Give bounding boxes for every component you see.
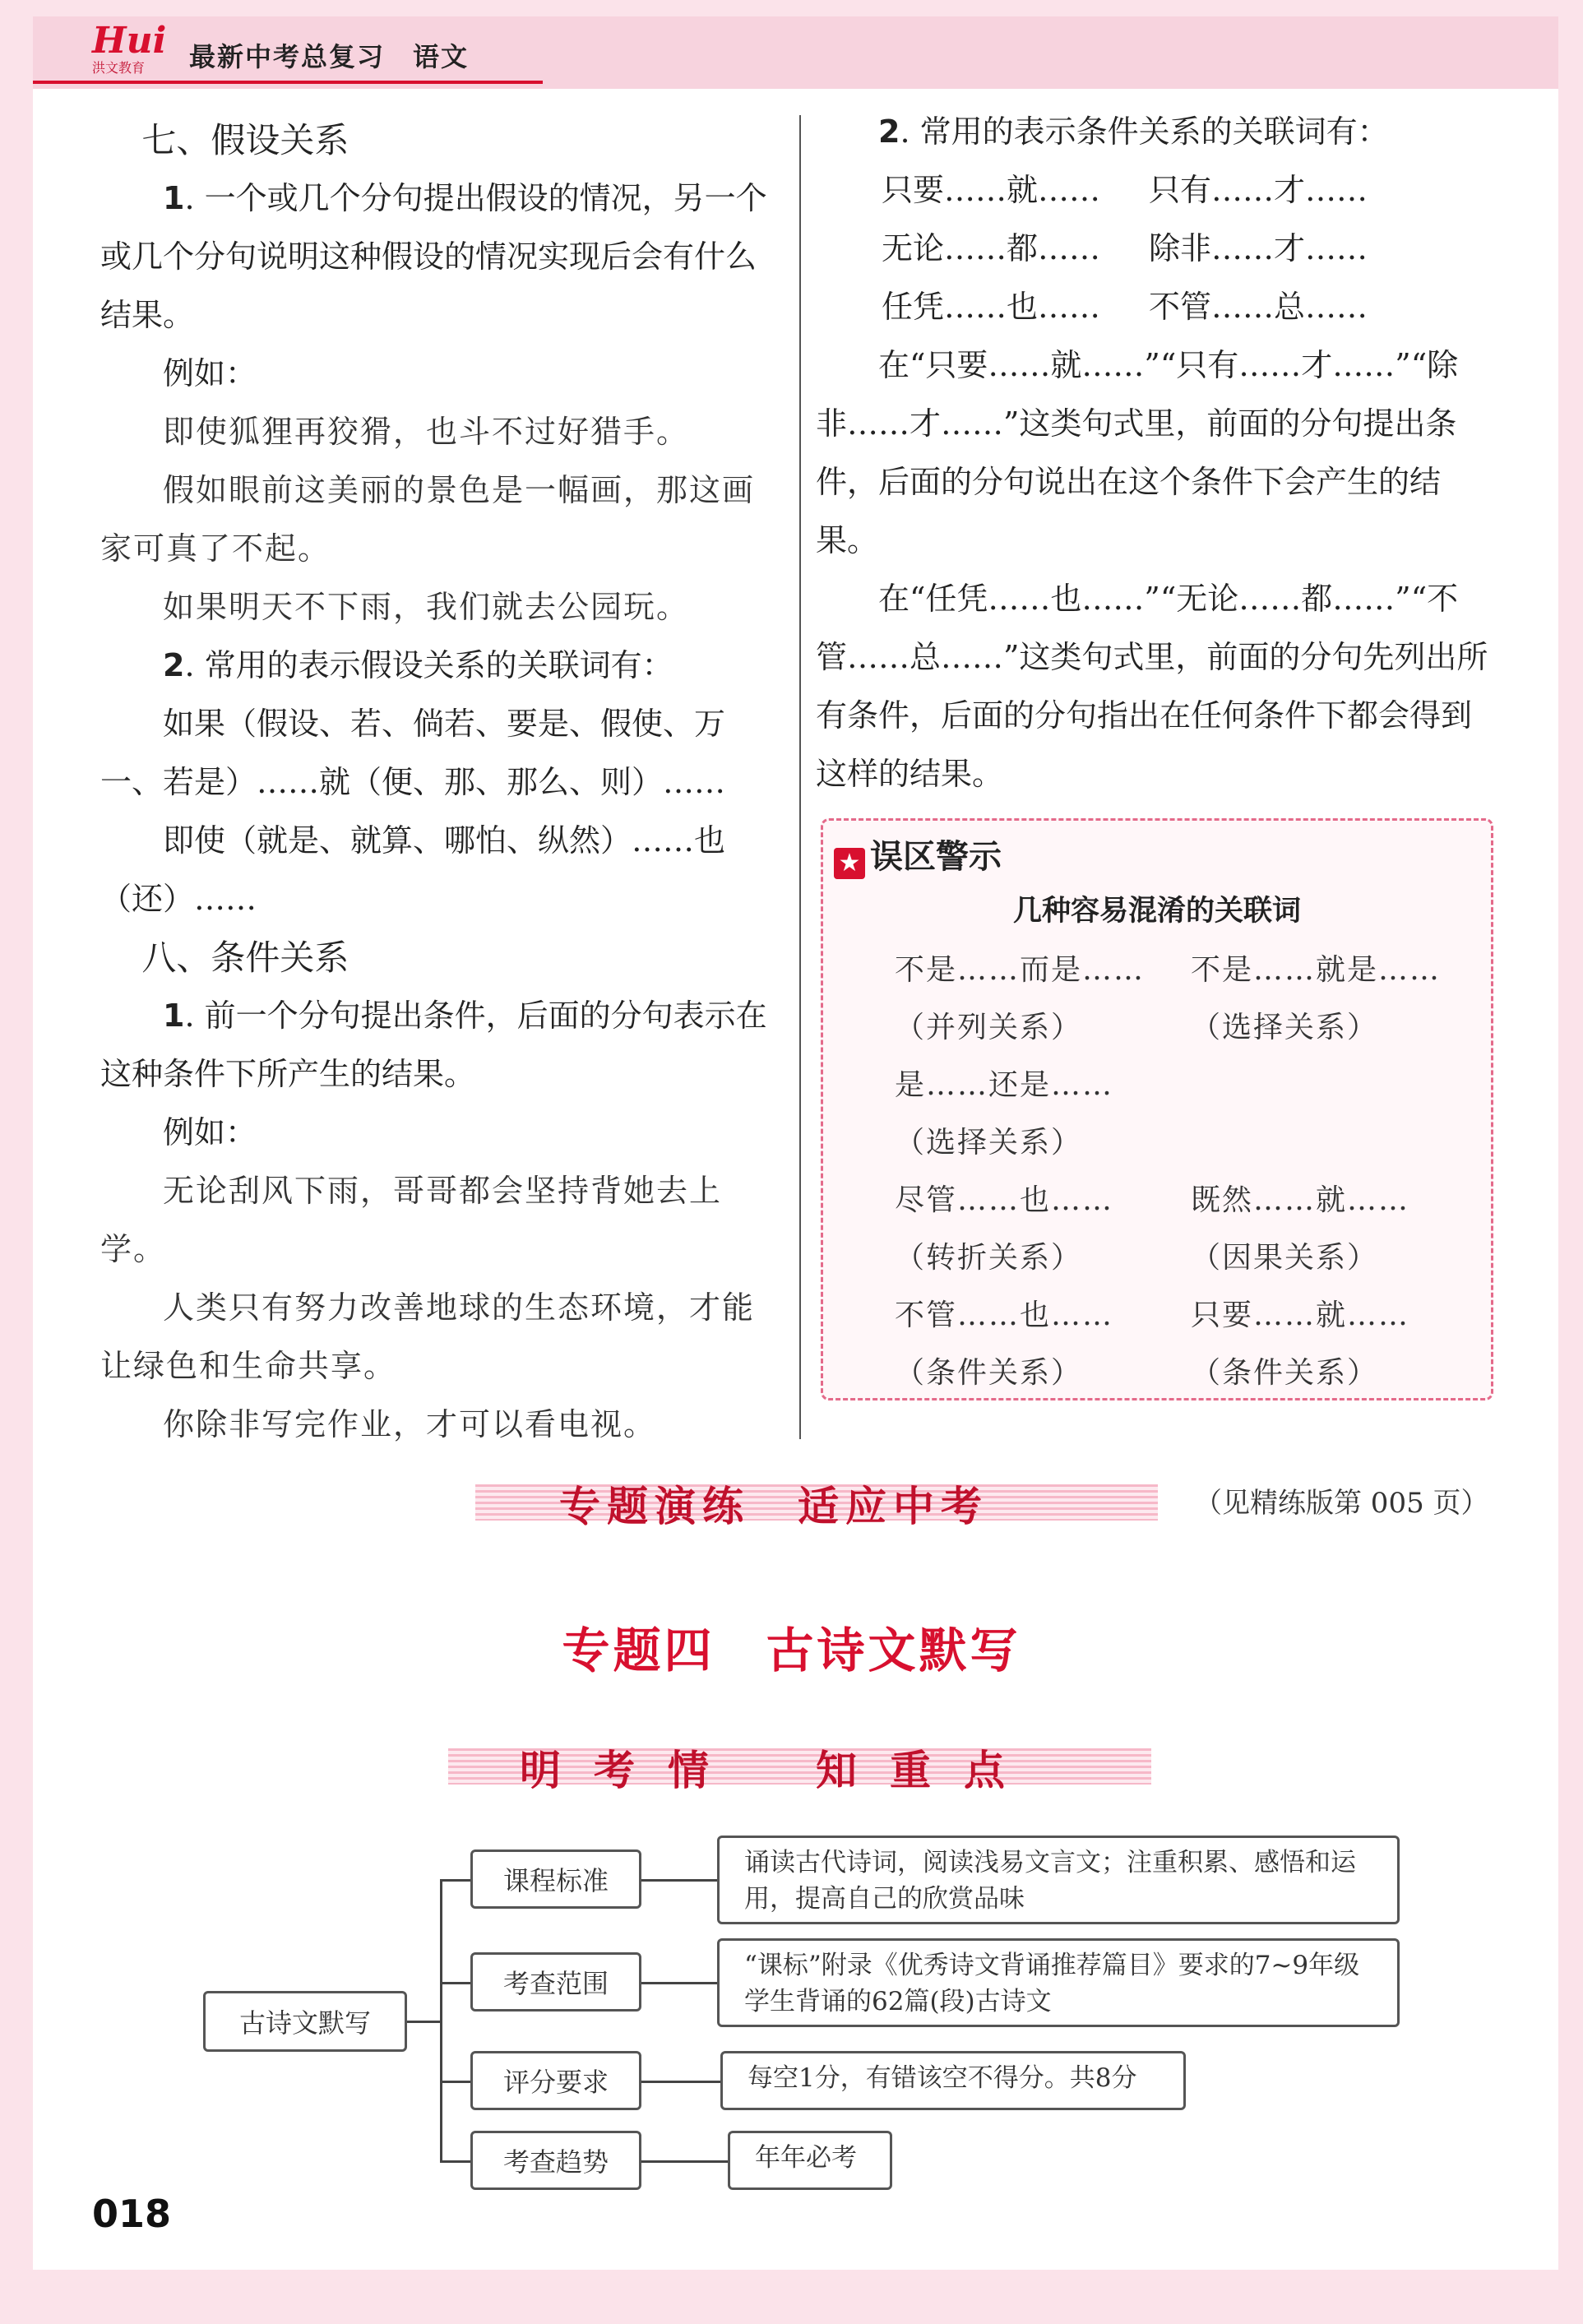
conjunction-row bbox=[882, 161, 1498, 220]
point-text: . 前一个分句提出条件，后面的分句表示在这种条件下所产生的结果。 bbox=[100, 998, 767, 1092]
connector bbox=[440, 1879, 442, 2163]
brand-logo bbox=[92, 20, 174, 82]
conjunction-word: 任凭……也…… bbox=[882, 289, 1101, 325]
example-sentence: 假如眼前这美丽的景色是一幅画，那这画家可真了不起。 bbox=[100, 472, 756, 567]
branch-exam-scope: 考查范围 bbox=[470, 1952, 641, 2012]
connector bbox=[641, 2160, 728, 2163]
branch-detail: 年年必考 bbox=[728, 2131, 892, 2190]
point-text: . 常用的表示假设关系的关联词有： bbox=[184, 647, 673, 683]
warning-subtitle: 几种容易混淆的关联词 bbox=[1012, 895, 1301, 928]
confusable-word: 不管……也…… bbox=[895, 1299, 1114, 1332]
warning-title bbox=[834, 831, 1002, 879]
conjunction-list: 即使（就是、就算、哪怕、纵然）……也（还）…… bbox=[100, 822, 726, 917]
page-frame-right bbox=[1558, 0, 1583, 2324]
relation-type: （条件关系） bbox=[1191, 1356, 1379, 1390]
conjunction-word: 不管……总…… bbox=[1149, 289, 1368, 325]
example-label: 例如： bbox=[163, 355, 257, 391]
topic-title: 专题四 古诗文默写 bbox=[562, 1623, 1021, 1678]
example-label: 例如： bbox=[163, 1114, 257, 1150]
branch-scoring: 评分要求 bbox=[470, 2051, 641, 2110]
example-sentence: 即使狐狸再狡猾，也斗不过好猎手。 bbox=[163, 414, 690, 450]
relation-type: （因果关系） bbox=[1191, 1241, 1379, 1275]
confusable-word: 尽管……也…… bbox=[895, 1183, 1114, 1217]
confusable-word: 既然……就…… bbox=[1191, 1183, 1410, 1217]
relation-type: （选择关系） bbox=[895, 1126, 1083, 1160]
conjunction-grid bbox=[816, 161, 1498, 336]
example-sentence: 你除非写完作业，才可以看电视。 bbox=[163, 1406, 657, 1442]
point-text: . 常用的表示条件关系的关联词有： bbox=[900, 113, 1389, 150]
relation-type: （选择关系） bbox=[1191, 1011, 1379, 1044]
logo-mark: Hui bbox=[92, 20, 167, 62]
page-frame-bottom bbox=[0, 2270, 1583, 2324]
connector bbox=[440, 2081, 471, 2083]
confusable-word: 只要……就…… bbox=[1191, 1299, 1410, 1332]
connector bbox=[407, 2021, 440, 2023]
conjunction-word: 只要……就…… bbox=[882, 172, 1101, 208]
connector bbox=[440, 1982, 471, 1984]
section-8-point-1 bbox=[100, 987, 783, 1104]
connector bbox=[641, 1982, 717, 1984]
practice-reference: （见精练版第 005 页） bbox=[1194, 1487, 1489, 1520]
practice-banner-text: 专题演练 适应中考 bbox=[559, 1482, 988, 1530]
branch-trend: 考查趋势 bbox=[470, 2131, 641, 2190]
confusable-word: 是……还是…… bbox=[895, 1068, 1114, 1102]
page-frame-left bbox=[0, 0, 33, 2324]
confusable-word: 不是……而是…… bbox=[895, 953, 1146, 987]
point-number: 1 bbox=[163, 180, 185, 216]
conjunction-word: 无论……都…… bbox=[882, 230, 1101, 266]
right-column bbox=[816, 103, 1498, 803]
mindmap-root: 古诗文默写 bbox=[203, 1991, 407, 2052]
section-8-heading: 八、条件关系 bbox=[141, 937, 349, 978]
left-column bbox=[100, 111, 783, 1454]
exam-banner-text: 明考情 知重点 bbox=[520, 1746, 1038, 1794]
condition-point-2 bbox=[816, 103, 1498, 161]
explanation-paragraph: 在“只要……就……”“只有……才……”“除非……才……”这类句式里，前面的分句提出条件，后面的分句说出在这个条件下会产生的结果。 bbox=[816, 347, 1459, 558]
header-rule bbox=[33, 81, 543, 84]
confusable-word: 不是……就是…… bbox=[1191, 953, 1442, 987]
branch-course-standard: 课程标准 bbox=[470, 1849, 641, 1909]
section-7-point-2 bbox=[100, 637, 783, 695]
section-7-heading: 七、假设关系 bbox=[141, 120, 349, 160]
book-title: 最新中考总复习 语文 bbox=[189, 41, 470, 72]
connector bbox=[440, 2160, 471, 2163]
conjunction-row bbox=[882, 220, 1498, 278]
relation-type: （并列关系） bbox=[895, 1011, 1083, 1044]
example-sentence: 人类只有努力改善地球的生态环境，才能让绿色和生命共享。 bbox=[100, 1289, 756, 1384]
warning-title-text: 误区警示 bbox=[870, 838, 1002, 876]
page-number: 018 bbox=[92, 2192, 172, 2236]
point-number: 2 bbox=[163, 647, 185, 683]
column-divider bbox=[799, 115, 801, 1439]
star-icon: ★ bbox=[834, 848, 865, 879]
logo-caption: 洪文教育 bbox=[92, 60, 146, 76]
point-number: 2 bbox=[878, 113, 900, 150]
connector bbox=[641, 2081, 720, 2083]
point-number: 1 bbox=[163, 998, 185, 1034]
conjunction-word: 只有……才…… bbox=[1149, 172, 1368, 208]
branch-detail: 诵读古代诗词，阅读浅易文言文；注重积累、感悟和运用，提高自己的欣赏品味 bbox=[717, 1836, 1400, 1924]
example-sentence: 如果明天不下雨，我们就去公园玩。 bbox=[163, 589, 690, 625]
branch-detail: “课标”附录《优秀诗文背诵推荐篇目》要求的7~9年级学生背诵的62篇(段)古诗文 bbox=[717, 1938, 1400, 2027]
example-sentence: 无论刮风下雨，哥哥都会坚持背她去上学。 bbox=[100, 1173, 723, 1267]
connector bbox=[641, 1879, 717, 1882]
branch-detail: 每空1分，有错该空不得分。共8分 bbox=[720, 2051, 1186, 2110]
conjunction-word: 除非……才…… bbox=[1149, 230, 1368, 266]
conjunction-list: 如果（假设、若、倘若、要是、假使、万一、若是）……就（便、那、那么、则）…… bbox=[100, 706, 726, 800]
connector bbox=[440, 1879, 471, 1882]
explanation-paragraph: 在“任凭……也……”“无论……都……”“不管……总……”这类句式里，前面的分句先列出所有条件，后面的分句指出在任何条件下都会得到这样的结果。 bbox=[816, 581, 1488, 792]
point-text: . 一个或几个分句提出假设的情况，另一个或几个分句说明这种假设的情况实现后会有什么结果。 bbox=[100, 180, 767, 333]
conjunction-row bbox=[882, 278, 1498, 336]
section-7-point-1 bbox=[100, 169, 783, 345]
relation-type: （条件关系） bbox=[895, 1356, 1083, 1390]
relation-type: （转折关系） bbox=[895, 1241, 1083, 1275]
